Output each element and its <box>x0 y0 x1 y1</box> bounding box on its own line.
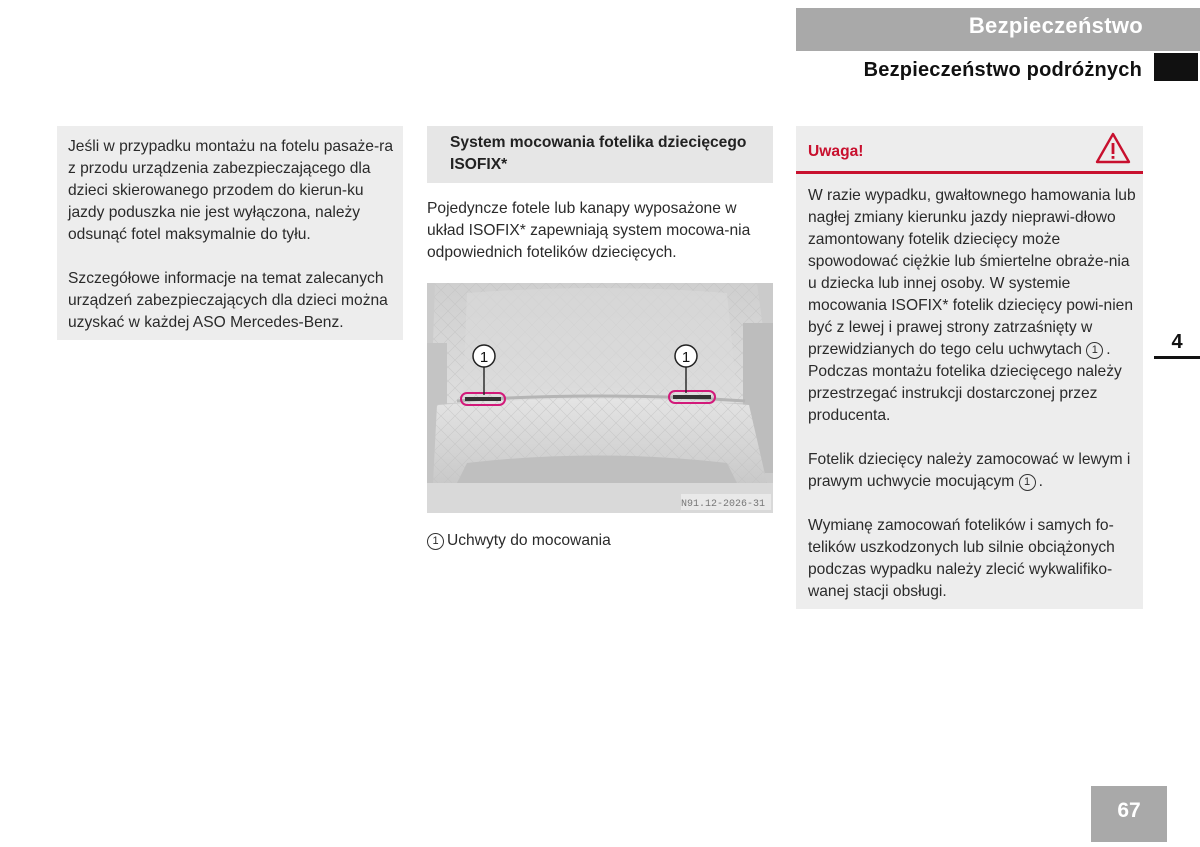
warning-box <box>796 126 1143 609</box>
anchor-marker-left-label: 1 <box>479 349 489 366</box>
warning-ref-number-2: 1 <box>1019 474 1036 491</box>
warning-paragraph-1-text: W razie wypadku, gwałtownego hamowania lub nagłej zmiany kierunku jazdy nieprawi-dłowo zamontowany fotelik dziecięcy może spowodować ciężkie lub śmiertelne obraże-nia u dziecka lub innej osoby. W systemie mocowania ISOFIX* fotelik dziecięcy powi-nien być z lewej i prawej strony zatrzaśnięty w przewidzianych do tego celu uchwytach <box>808 187 1136 358</box>
chapter-tab: 4 <box>1154 329 1200 359</box>
info-paragraph-1: Jeśli w przypadku montażu na fotelu pasaże-ra z przodu urządzenia zabezpieczającego dla dzieci skierowanego przodem do kierun-ku jazdy poduszka nie jest wyłączona, należy odsunąć fotel maksymalnie do tyłu. <box>68 138 394 243</box>
warning-paragraph-2-text: Fotelik dziecięcy należy zamocować w lewym i prawym uchwycie mocującym <box>808 451 1131 490</box>
subtitle-marker <box>1154 53 1198 81</box>
photo-caption <box>427 530 611 552</box>
caption-number: 1 <box>427 533 444 550</box>
isofix-intro <box>427 198 773 264</box>
seat-illustration <box>427 283 773 513</box>
warning-paragraph-3: Wymianę zamocowań fotelików i samych fo-telików uszkodzonych lub silnie obciążonych podczas wypadku należy zlecić wykwalifiko-wanej stacji obsługi. <box>808 517 1115 600</box>
warning-paragraph-2-tail: . <box>1038 473 1043 490</box>
isofix-heading: System mocowania fotelika dziecięcego ISOFIX* <box>427 126 773 183</box>
caption-text: Uchwyty do mocowania <box>447 532 611 549</box>
warning-paragraph-2 <box>808 449 1140 493</box>
info-paragraph-2: Szczegółowe informacje na temat zalecanych urządzeń zabezpieczających dla dzieci można uzyskać w każdej ASO Mercedes-Benz. <box>68 270 388 331</box>
isofix-intro-text: Pojedyncze fotele lub kanapy wyposażone w układ ISOFIX* zapewniają system mocowa-nia odpowiednich fotelików dziecięcych. <box>427 200 751 261</box>
page-subtitle: Bezpieczeństwo podróżnych <box>863 59 1142 81</box>
warning-body <box>808 185 1140 625</box>
warning-paragraph-1 <box>808 185 1140 427</box>
warning-header <box>796 126 1143 174</box>
warning-ref-number-1: 1 <box>1086 342 1103 359</box>
warning-paragraph-1-tail: . Podczas montażu fotelika dziecięcego należy przestrzegać instrukcji dostarczonej przez producenta. <box>808 341 1122 424</box>
warning-title: Uwaga! <box>808 143 864 160</box>
section-header: Bezpieczeństwo <box>796 8 1200 51</box>
anchor-marker-right-label: 1 <box>681 349 691 366</box>
info-box <box>57 126 403 340</box>
page-number: 67 <box>1091 786 1167 842</box>
image-code: N91.12-2026-31 <box>680 499 765 510</box>
warning-triangle-icon <box>1095 132 1131 169</box>
isofix-seat-photo <box>427 283 773 513</box>
